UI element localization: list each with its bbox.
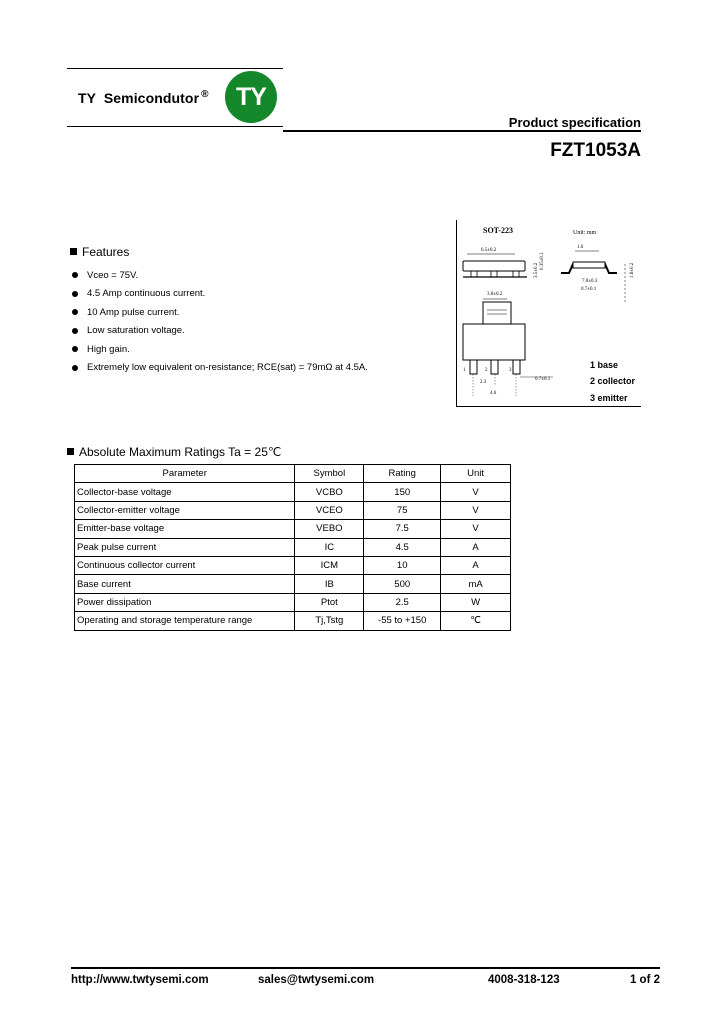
symbol-cell: Tj,Tstg: [295, 612, 364, 630]
square-bullet-icon: [67, 448, 74, 455]
features-title: Features: [82, 245, 130, 259]
parameter-cell: Continuous collector current: [75, 556, 295, 574]
pin-number: 1: [463, 368, 466, 373]
ty-logo: [225, 71, 277, 123]
feature-item: [72, 359, 368, 378]
parameter-cell: Operating and storage temperature range: [75, 612, 295, 630]
table-row: [75, 575, 511, 593]
header-rule-left: [67, 126, 283, 127]
unit-cell: A: [441, 556, 511, 574]
unit-cell: mA: [441, 575, 511, 593]
pin-label-emitter: 3 emitter: [590, 393, 628, 403]
feature-text: 4.5 Amp continuous current.: [87, 288, 206, 300]
symbol-cell: ICM: [295, 556, 364, 574]
company-name-text: TY Semicondutor: [78, 90, 200, 106]
feature-text: Low saturation voltage.: [87, 325, 185, 337]
rating-cell: 150: [364, 483, 441, 501]
rating-cell: 10: [364, 556, 441, 574]
unit-cell: V: [441, 483, 511, 501]
feature-item: [72, 285, 368, 304]
features-heading: [70, 245, 129, 259]
package-name: SOT-223: [483, 226, 513, 235]
bullet-icon: [72, 328, 78, 334]
features-list: [72, 266, 368, 377]
table-row: [75, 556, 511, 574]
feature-text: High gain.: [87, 343, 130, 355]
parameter-cell: Power dissipation: [75, 593, 295, 611]
col-header-symbol: Symbol: [295, 465, 364, 483]
unit-cell: V: [441, 520, 511, 538]
rating-cell: -55 to +150: [364, 612, 441, 630]
company-name: [78, 89, 209, 106]
feature-item: [72, 303, 368, 322]
table-row: [75, 501, 511, 519]
feature-item: [72, 266, 368, 285]
dim-label: 4.6: [490, 391, 497, 396]
part-number: FZT1053A: [550, 140, 641, 161]
table-row: [75, 593, 511, 611]
footer-phone: 4008-318-123: [488, 974, 560, 986]
header-rule-right: [283, 130, 641, 132]
registered-mark: ®: [201, 89, 209, 100]
bullet-icon: [72, 365, 78, 371]
rating-cell: 500: [364, 575, 441, 593]
ratings-table: [74, 464, 511, 631]
doc-type-label: Product specification: [508, 115, 641, 130]
ratings-title: Absolute Maximum Ratings Ta = 25℃: [79, 445, 282, 459]
parameter-cell: Collector-emitter voltage: [75, 501, 295, 519]
unit-cell: ℃: [441, 612, 511, 630]
package-unit: Unit: mm: [573, 230, 597, 236]
dim-label: 6.5±0.2: [481, 248, 497, 253]
pin-number: 3: [509, 368, 512, 373]
dim-label: 1.6±0.2: [630, 262, 635, 278]
dim-label: 0.7±0.1: [581, 287, 597, 292]
rating-cell: 4.5: [364, 538, 441, 556]
feature-text: 10 Amp pulse current.: [87, 306, 180, 318]
rating-cell: 2.5: [364, 593, 441, 611]
parameter-cell: Collector-base voltage: [75, 483, 295, 501]
table-row: [75, 483, 511, 501]
dim-label: 1.6: [577, 245, 584, 250]
unit-cell: V: [441, 501, 511, 519]
footer-rule: [71, 967, 660, 969]
bullet-icon: [72, 272, 78, 278]
rating-cell: 75: [364, 501, 441, 519]
unit-cell: W: [441, 593, 511, 611]
dim-label: 7.0±0.3: [582, 279, 598, 284]
parameter-cell: Peak pulse current: [75, 538, 295, 556]
dim-label: 0.35±0.1: [540, 252, 545, 270]
footer-page-number: 1 of 2: [629, 974, 660, 986]
dim-label: 3.0±0.2: [487, 292, 503, 297]
col-header-parameter: Parameter: [75, 465, 295, 483]
col-header-unit: Unit: [441, 465, 511, 483]
pin-label-collector: 2 collector: [590, 376, 636, 386]
dim-label: 0.7±0.1: [535, 377, 551, 382]
feature-item: [72, 340, 368, 359]
feature-text: Extremely low equivalent on-resistance; RCE(sat) = 79mΩ at 4.5A.: [87, 362, 368, 374]
parameter-cell: Emitter-base voltage: [75, 520, 295, 538]
bullet-icon: [72, 309, 78, 315]
table-header-row: [75, 465, 511, 483]
pin-number: 2: [485, 368, 488, 373]
dim-label: 2.3: [480, 380, 487, 385]
symbol-cell: VCEO: [295, 501, 364, 519]
table-row: [75, 520, 511, 538]
bullet-icon: [72, 346, 78, 352]
feature-item: [72, 322, 368, 341]
symbol-cell: Ptot: [295, 593, 364, 611]
symbol-cell: VCBO: [295, 483, 364, 501]
parameter-cell: Base current: [75, 575, 295, 593]
symbol-cell: VEBO: [295, 520, 364, 538]
header-rule-top: [67, 68, 283, 69]
unit-cell: A: [441, 538, 511, 556]
rating-cell: 7.5: [364, 520, 441, 538]
table-row: [75, 612, 511, 630]
ratings-heading: [67, 445, 281, 459]
dim-label: 3.5±0.2: [534, 262, 539, 278]
table-row: [75, 538, 511, 556]
col-header-rating: Rating: [364, 465, 441, 483]
symbol-cell: IC: [295, 538, 364, 556]
square-bullet-icon: [70, 248, 77, 255]
footer-website-link[interactable]: http://www.twtysemi.com: [71, 974, 209, 986]
symbol-cell: IB: [295, 575, 364, 593]
bullet-icon: [72, 291, 78, 297]
pin-label-base: 1 base: [590, 360, 619, 370]
logo-text: TY: [236, 82, 266, 111]
footer-email-link[interactable]: sales@twtysemi.com: [258, 974, 375, 986]
feature-text: Vceo = 75V.: [87, 269, 139, 281]
